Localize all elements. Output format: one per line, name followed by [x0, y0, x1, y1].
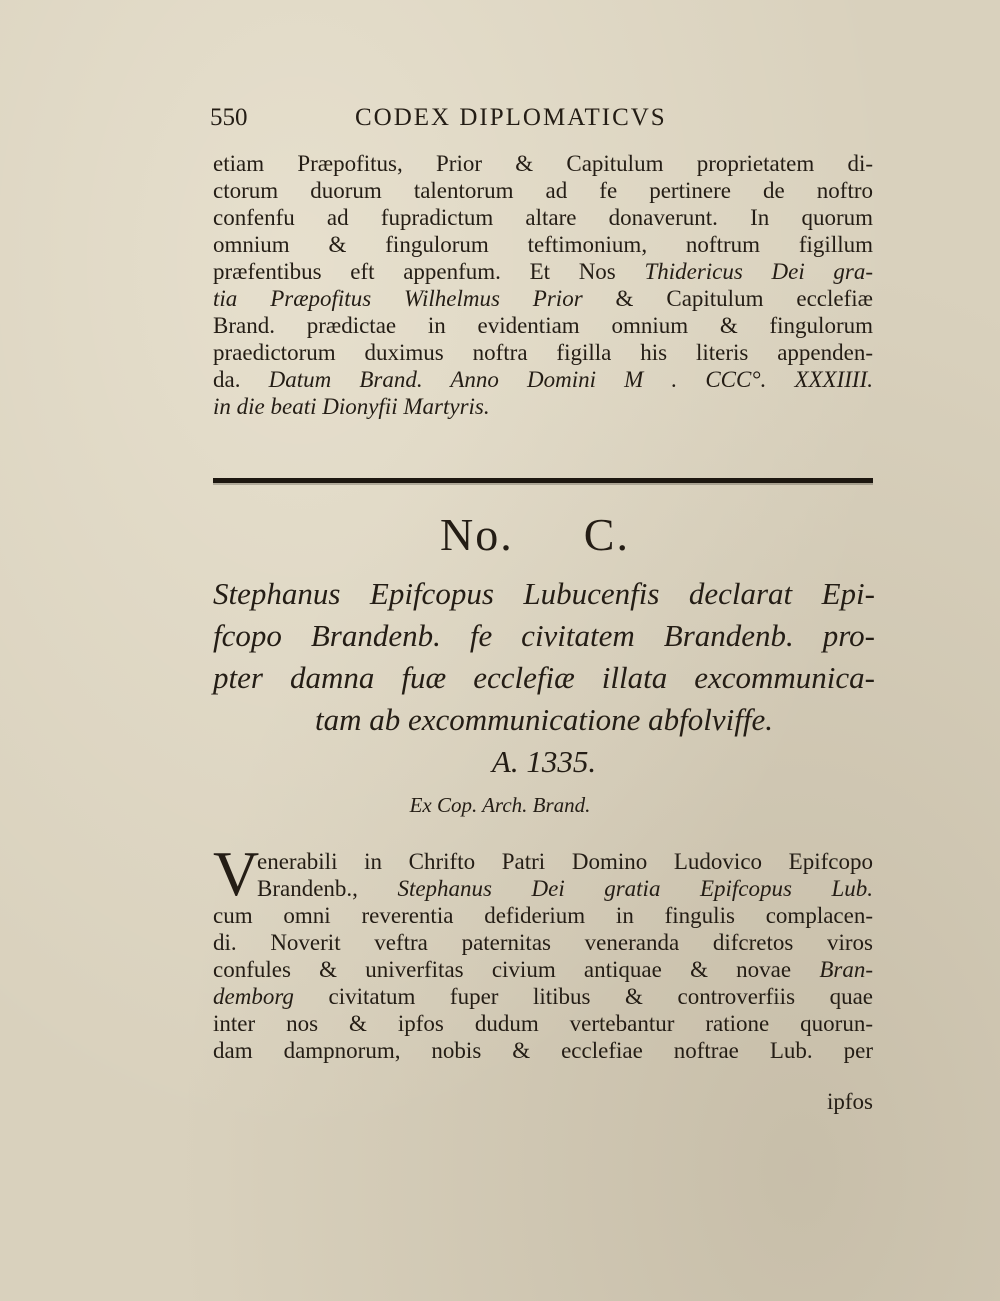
document-summary [213, 573, 875, 783]
text-line: enerabili in Chrifto Patri Domino Ludovico Epifcopo [257, 849, 873, 874]
text-line: di. Noverit veftra paternitas veneranda difcretos viros [213, 930, 873, 955]
text-line: confules & univerfitas civium antiquae & novae Bran- [213, 957, 873, 982]
drop-cap: V [213, 838, 260, 909]
text-line: Brand. prædictae in evidentiam omnium & fingulorum [213, 313, 873, 338]
summary-date: A. 1335. [491, 744, 597, 779]
charter-body [213, 848, 873, 1064]
page-number: 550 [210, 104, 248, 131]
text-line: praedictorum duximus noftra figilla his literis appenden- [213, 340, 873, 365]
catchword: ipfos [827, 1089, 873, 1114]
text-line: præfentibus eft appenfum. Et Nos Thidericus Dei gra- [213, 259, 873, 284]
text-line: da. Datum Brand. Anno Domini M . CCC°. XXXIIII. [213, 367, 873, 392]
text-line: demborg civitatum fuper litibus & controverfiis quae [213, 984, 873, 1009]
text-line: tia Præpofitus Wilhelmus Prior & Capitulum ecclefiæ [213, 286, 873, 311]
running-title: CODEX DIPLOMATICVS [355, 104, 667, 131]
text-line: ctorum duorum talentorum ad fe pertinere de noftro [213, 178, 873, 203]
document-number: No. C. [440, 509, 630, 560]
text-line: Brandenb., Stephanus Dei gratia Epifcopus Lub. [257, 876, 873, 901]
summary-line: fcopo Brandenb. fe civitatem Brandenb. pro- [213, 618, 875, 653]
text-line: confenfu ad fupradictum altare donaverunt. In quorum [213, 205, 873, 230]
text-line: etiam Præpofitus, Prior & Capitulum proprietatem di- [213, 151, 873, 176]
section-divider [213, 478, 873, 483]
text-line: dam dampnorum, nobis & ecclefiae noftrae Lub. per [213, 1038, 873, 1063]
source-note: Ex Cop. Arch. Brand. [409, 793, 591, 817]
text-line: in die beati Dionyfii Martyris. [213, 394, 490, 419]
summary-line: Stephanus Epifcopus Lubucenfis declarat Epi- [213, 576, 875, 611]
text-line: inter nos & ipfos dudum vertebantur ratione quorun- [213, 1011, 873, 1036]
charter-conclusion [213, 150, 873, 420]
text-line: cum omni reverentia defiderium in fingulis complacen- [213, 903, 873, 928]
running-head [210, 104, 810, 138]
summary-line: pter damna fuæ ecclefiæ illata excommunica- [213, 660, 875, 695]
summary-line: tam ab excommunicatione abfolviffe. [315, 702, 773, 737]
text-line: omnium & fingulorum teftimonium, noftrum figillum [213, 232, 873, 257]
